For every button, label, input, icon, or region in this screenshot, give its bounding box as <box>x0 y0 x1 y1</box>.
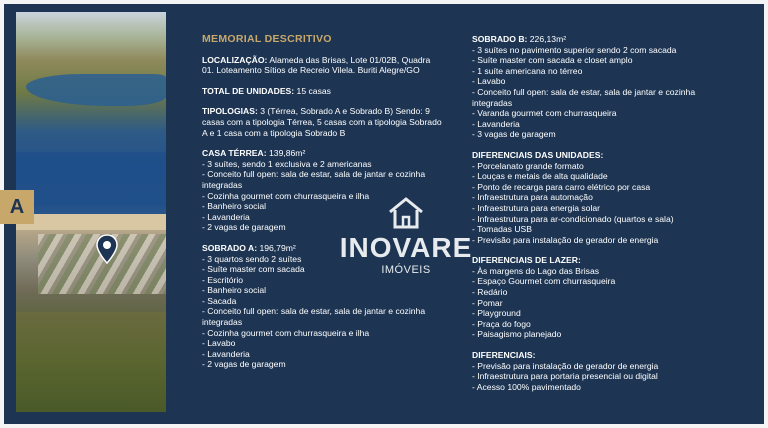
list-item: - Conceito full open: sala de estar, sala de jantar e cozinha integradas <box>202 169 426 190</box>
list-item: - 3 suítes, sendo 1 exclusiva e 2 americanas <box>202 158 372 169</box>
list-item: - Às margens do Lago das Brisas <box>472 265 600 276</box>
list-item: - Banheiro social <box>202 201 267 212</box>
diferenciais-lazer: DIFERENCIAIS DE LAZER: - Às margens do Lago das Brisas - Espaço Gourmet com churrasqueira - Redário - Pomar - Playground - Praça do fogo - Paisagismo planejado <box>472 255 734 340</box>
list-item: - Infraestrutura para portaria presencial ou digital <box>472 371 658 382</box>
list-item: - Banheiro social <box>202 285 267 296</box>
list-item: - Cozinha gourmet com churrasqueira e ilha <box>202 190 370 201</box>
list-item: - Infraestrutura para energia solar <box>472 202 601 213</box>
list-item: - Louças e metais de alta qualidade <box>472 171 608 182</box>
list-item: - 3 suítes no pavimento superior sendo 2 com sacada <box>472 44 677 55</box>
list-item: - Lavanderia <box>472 118 520 129</box>
list-item: - 3 quartos sendo 2 suítes <box>202 253 302 264</box>
list-item: - 1 suíte americana no térreo <box>472 65 583 76</box>
sobrado-b: SOBRADO B: 226,13m² - 3 suítes no pavimento superior sendo 2 com sacada - Suíte master com sacada e closet amplo - 1 suíte americana no térreo - Lavabo - Conceito full open: sala de estar, sala de jantar e cozinha integradas - Varanda gourmet com churrasqueira - Lavanderia - 3 vagas de garagem <box>472 34 734 140</box>
list-item: - Infraestrutura para ar-condicionado (quartos e sala) <box>472 213 674 224</box>
list-item: - Lavabo <box>472 76 506 87</box>
list-item: - Tomadas USB <box>472 224 533 235</box>
section-title: MEMORIAL DESCRITIVO <box>202 33 332 45</box>
list-item: - Suíte master com sacada <box>202 264 305 275</box>
tipologias: TIPOLOGIAS: 3 (Térrea, Sobrado A e Sobrado B) Sendo: 9 casas com a tipologia Térrea, 5 casas com a tipologia Sobrado A e 1 casa com a tipologia Sobrado B <box>202 106 442 138</box>
list-item: - Cozinha gourmet com churrasqueira e ilha <box>202 327 370 338</box>
localizacao: LOCALIZAÇÃO: Alameda das Brisas, Lote 01/02B, Quadra 01. Loteamento Sítios de Recreio Vilela. Buriti Alegre/GO <box>202 54 431 76</box>
casa-terrea: CASA TÉRREA: 139,86m² - 3 suítes, sendo 1 exclusiva e 2 americanas - Conceito full open: sala de estar, sala de jantar e cozinha integradas - Cozinha gourmet com churrasqueira e ilha - Banheiro social - Lavanderia - 2 vagas de garagem <box>202 148 442 233</box>
diferenciais: DIFERENCIAIS: - Previsão para instalação de gerador de energia - Infraestrutura para portaria presencial ou digital - Acesso 100% pavimentado <box>472 350 734 392</box>
list-item: - Espaço Gourmet com churrasqueira <box>472 276 616 287</box>
list-item: - Ponto de recarga para carro elétrico por casa <box>472 181 651 192</box>
list-item: - Playground <box>472 308 521 319</box>
list-item: - Porcelanato grande formato <box>472 160 584 171</box>
list-item: - Conceito full open: sala de estar, sala de jantar e cozinha integradas <box>472 86 696 108</box>
location-pin-icon <box>96 234 118 264</box>
total-unidades: TOTAL DE UNIDADES: 15 casas <box>202 85 331 96</box>
list-item: - Lavanderia <box>202 348 250 359</box>
sobrado-a: SOBRADO A: 196,79m² - 3 quartos sendo 2 suítes - Suíte master com sacada - Escritório - Banheiro social - Sacada - Conceito full open: sala de estar, sala de jantar e cozinha integradas - Cozinha gourmet com churrasqueira e ilha - Lavabo - Lavanderia - 2 vagas de garagem <box>202 243 442 370</box>
inovare-watermark <box>326 196 486 284</box>
aerial-photo <box>16 12 166 412</box>
list-item: - Praça do fogo <box>472 318 531 329</box>
brand-name: INOVARE <box>339 232 473 263</box>
list-item: - Suíte master com sacada e closet amplo <box>472 55 633 66</box>
list-item: - Acesso 100% pavimentado <box>472 381 581 392</box>
brand-badge: A <box>0 190 34 224</box>
list-item: - Varanda gourmet com churrasqueira <box>472 108 617 119</box>
list-item: - Previsão para instalação de gerador de energia <box>472 234 659 245</box>
list-item: - Conceito full open: sala de estar, sala de jantar e cozinha integradas <box>202 306 426 328</box>
list-item: - Lavanderia <box>202 211 250 222</box>
list-item: - 3 vagas de garagem <box>472 129 556 140</box>
list-item: - Redário <box>472 287 508 298</box>
list-item: - Paisagismo planejado <box>472 329 562 340</box>
list-item: - Pomar <box>472 297 503 308</box>
list-item: - Escritório <box>202 274 244 285</box>
diferenciais-unidades: DIFERENCIAIS DAS UNIDADES: - Porcelanato grande formato - Louças e metais de alta qualidade - Ponto de recarga para carro elétrico por casa - Infraestrutura para automação - Infraestrutura para energia solar - Infraestrutura para ar-condicionado (quartos e sala) - Tomadas USB - Previsão para instalação de gerador de energia <box>472 150 734 245</box>
brand-subtitle: IMÓVEIS <box>381 264 431 276</box>
list-item: - Sacada <box>202 295 237 306</box>
house-logo-icon <box>386 196 426 230</box>
list-item: - Infraestrutura para automação <box>472 192 593 203</box>
list-item: - 2 vagas de garagem <box>202 359 286 370</box>
list-item: - 2 vagas de garagem <box>202 222 286 233</box>
list-item: - Lavabo <box>202 338 236 349</box>
list-item: - Previsão para instalação de gerador de energia <box>472 360 659 371</box>
right-column <box>472 34 734 402</box>
